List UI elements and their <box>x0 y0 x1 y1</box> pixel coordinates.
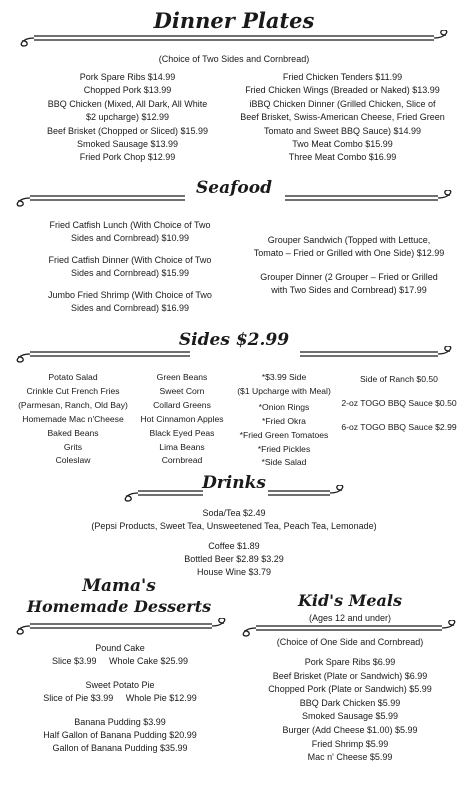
seafood-divider <box>10 190 458 208</box>
seafood-item: Sides and Cornbread) $10.99 <box>70 232 190 243</box>
side-item: Crinkle Cut French Fries <box>26 385 120 396</box>
dinner-right-column <box>235 71 450 165</box>
dessert-item: Half Gallon of Banana Pudding $20.99 <box>43 730 197 741</box>
dessert-prices: Slice of Pie $3.99 Whole Pie $12.99 <box>43 693 197 704</box>
seafood-item: Fried Catfish Dinner (With Choice of Two <box>48 255 212 266</box>
side-item: Hot Cinnamon Apples <box>140 413 224 424</box>
side-item: (Parmesan, Ranch, Old Bay) <box>18 399 128 410</box>
dinner-left-column <box>20 71 235 165</box>
dinner-plates-title: Dinner Plates <box>153 8 315 33</box>
drink-item: Bottled Beer $2.89 $3.29 <box>184 554 284 564</box>
dinner-item: Beef Brisket, Swiss-American Cheese, Fried Green <box>240 112 445 123</box>
side-item: Lima Beans <box>159 441 205 452</box>
side-item: Baked Beans <box>47 427 99 438</box>
seafood-left-column <box>30 219 230 315</box>
side-item: 2-oz TOGO BBQ Sauce $0.50 <box>341 398 457 408</box>
kids-note: (Choice of One Side and Cornbread) <box>276 637 424 647</box>
seafood-item: Grouper Sandwich (Topped with Lettuce, <box>267 235 431 245</box>
side-item: ($1 Upcharge with Meal) <box>237 385 331 396</box>
dinner-item: $2 upcharge) $12.99 <box>85 112 170 123</box>
seafood-title: Seafood <box>196 178 272 198</box>
dessert-item: Sweet Potato Pie <box>85 679 155 690</box>
sides-column-3 <box>228 371 340 470</box>
desserts-title-line-2: Homemade Desserts <box>26 597 212 616</box>
kids-age-note: (Ages 12 and under) <box>308 613 392 623</box>
dinner-item: Beef Brisket (Chopped or Sliced) $15.99 <box>46 125 209 136</box>
side-item: *Side Salad <box>261 457 307 468</box>
dinner-item: iBBQ Chicken Dinner (Grilled Chicken, Slice of <box>249 98 436 109</box>
kids-item: Smoked Sausage $5.99 <box>301 711 399 722</box>
dinner-item: BBQ Chicken (Mixed, All Dark, All White <box>47 98 208 109</box>
side-item: Collard Greens <box>153 399 211 410</box>
kids-meals-title: Kid's Meals <box>298 591 402 610</box>
kids-item: Burger (Add Cheese $1.00) $5.99 <box>282 724 418 735</box>
seafood-item: Jumbo Fried Shrimp (With Choice of Two <box>48 290 212 301</box>
side-item: Black Eyed Peas <box>149 427 215 438</box>
side-item: *Fried Okra <box>262 415 306 426</box>
side-item: *Fried Green Tomatoes <box>239 429 329 440</box>
kids-item: Chopped Pork (Plate or Sandwich) $5.99 <box>268 684 432 695</box>
side-item: Side of Ranch $0.50 <box>360 374 438 384</box>
drinks-soda: Soda/Tea $2.49 <box>202 508 266 518</box>
seafood-right-column <box>238 234 460 296</box>
dessert-item: Banana Pudding $3.99 <box>74 716 166 727</box>
dessert-item: Pound Cake <box>95 643 145 653</box>
kids-item: Pork Spare Ribs $6.99 <box>304 657 396 667</box>
drinks-divider <box>118 485 350 503</box>
seafood-item: Grouper Dinner (2 Grouper – Fried or Grilled <box>260 272 438 283</box>
dinner-item: Pork Spare Ribs $14.99 <box>79 72 176 82</box>
side-item: *Onion Rings <box>258 401 310 412</box>
side-item: Cornbread <box>161 455 203 466</box>
seafood-item: with Two Sides and Cornbread) $17.99 <box>271 284 427 295</box>
side-item: Sweet Corn <box>159 385 205 396</box>
dinner-note: (Choice of Two Sides and Cornbread) <box>158 54 310 64</box>
desserts-divider <box>10 618 232 636</box>
dinner-item: Two Meat Combo $15.99 <box>292 139 393 150</box>
seafood-item: Tomato – Fried or Grilled with One Side) $12.99 <box>253 247 445 258</box>
drink-item: Coffee $1.89 <box>208 541 260 551</box>
dinner-item: Tomato and Sweet BBQ Sauce) $14.99 <box>263 125 422 136</box>
side-item: 6-oz TOGO BBQ Sauce $2.99 <box>341 422 457 432</box>
dinner-item: Fried Chicken Tenders $11.99 <box>282 72 403 82</box>
side-item: *Fried Pickles <box>257 443 311 454</box>
sides-column-2 <box>132 371 232 468</box>
kids-item: Mac n' Cheese $5.99 <box>307 752 393 763</box>
side-item: Grits <box>63 441 83 452</box>
seafood-item: Sides and Cornbread) $16.99 <box>70 302 190 313</box>
side-item: Homemade Mac n'Cheese <box>22 413 124 424</box>
sides-title: Sides $2.99 <box>178 330 290 350</box>
kids-item: Beef Brisket (Plate or Sandwich) $6.99 <box>272 670 428 681</box>
side-item: Potato Salad <box>48 372 98 382</box>
drinks-title: Drinks <box>202 473 266 493</box>
dinner-item: Fried Pork Chop $12.99 <box>79 152 176 163</box>
desserts-title <box>14 576 224 618</box>
kids-item: Fried Shrimp $5.99 <box>311 738 389 749</box>
dinner-item: Smoked Sausage $13.99 <box>76 139 179 150</box>
drink-item: House Wine $3.79 <box>196 567 272 577</box>
sides-column-1 <box>14 371 132 468</box>
sides-column-4 <box>340 373 458 434</box>
desserts-title-line-1: Mama's <box>82 576 156 596</box>
dinner-item: Fried Chicken Wings (Breaded or Naked) $13.99 <box>245 85 440 96</box>
dessert-item: Gallon of Banana Pudding $35.99 <box>52 743 188 754</box>
dinner-item: Chopped Pork $13.99 <box>83 85 172 96</box>
drinks-list <box>134 540 334 579</box>
drinks-soda-note: (Pepsi Products, Sweet Tea, Unsweetened Tea, Peach Tea, Lemonade) <box>91 521 377 531</box>
seafood-item: Sides and Cornbread) $15.99 <box>70 267 190 278</box>
dinner-divider <box>14 30 454 48</box>
seafood-item: Fried Catfish Lunch (With Choice of Two <box>49 220 211 230</box>
kids-item: BBQ Dark Chicken $5.99 <box>299 697 401 708</box>
dessert-prices: Slice $3.99 Whole Cake $25.99 <box>51 656 189 667</box>
kids-list <box>240 656 460 765</box>
kids-divider <box>236 620 462 638</box>
sides-divider <box>10 346 458 364</box>
dinner-item: Three Meat Combo $16.99 <box>288 152 397 163</box>
side-item: Green Beans <box>156 372 208 382</box>
side-item: Coleslaw <box>55 455 91 466</box>
desserts-list <box>14 642 226 756</box>
side-item: *$3.99 Side <box>261 372 307 382</box>
